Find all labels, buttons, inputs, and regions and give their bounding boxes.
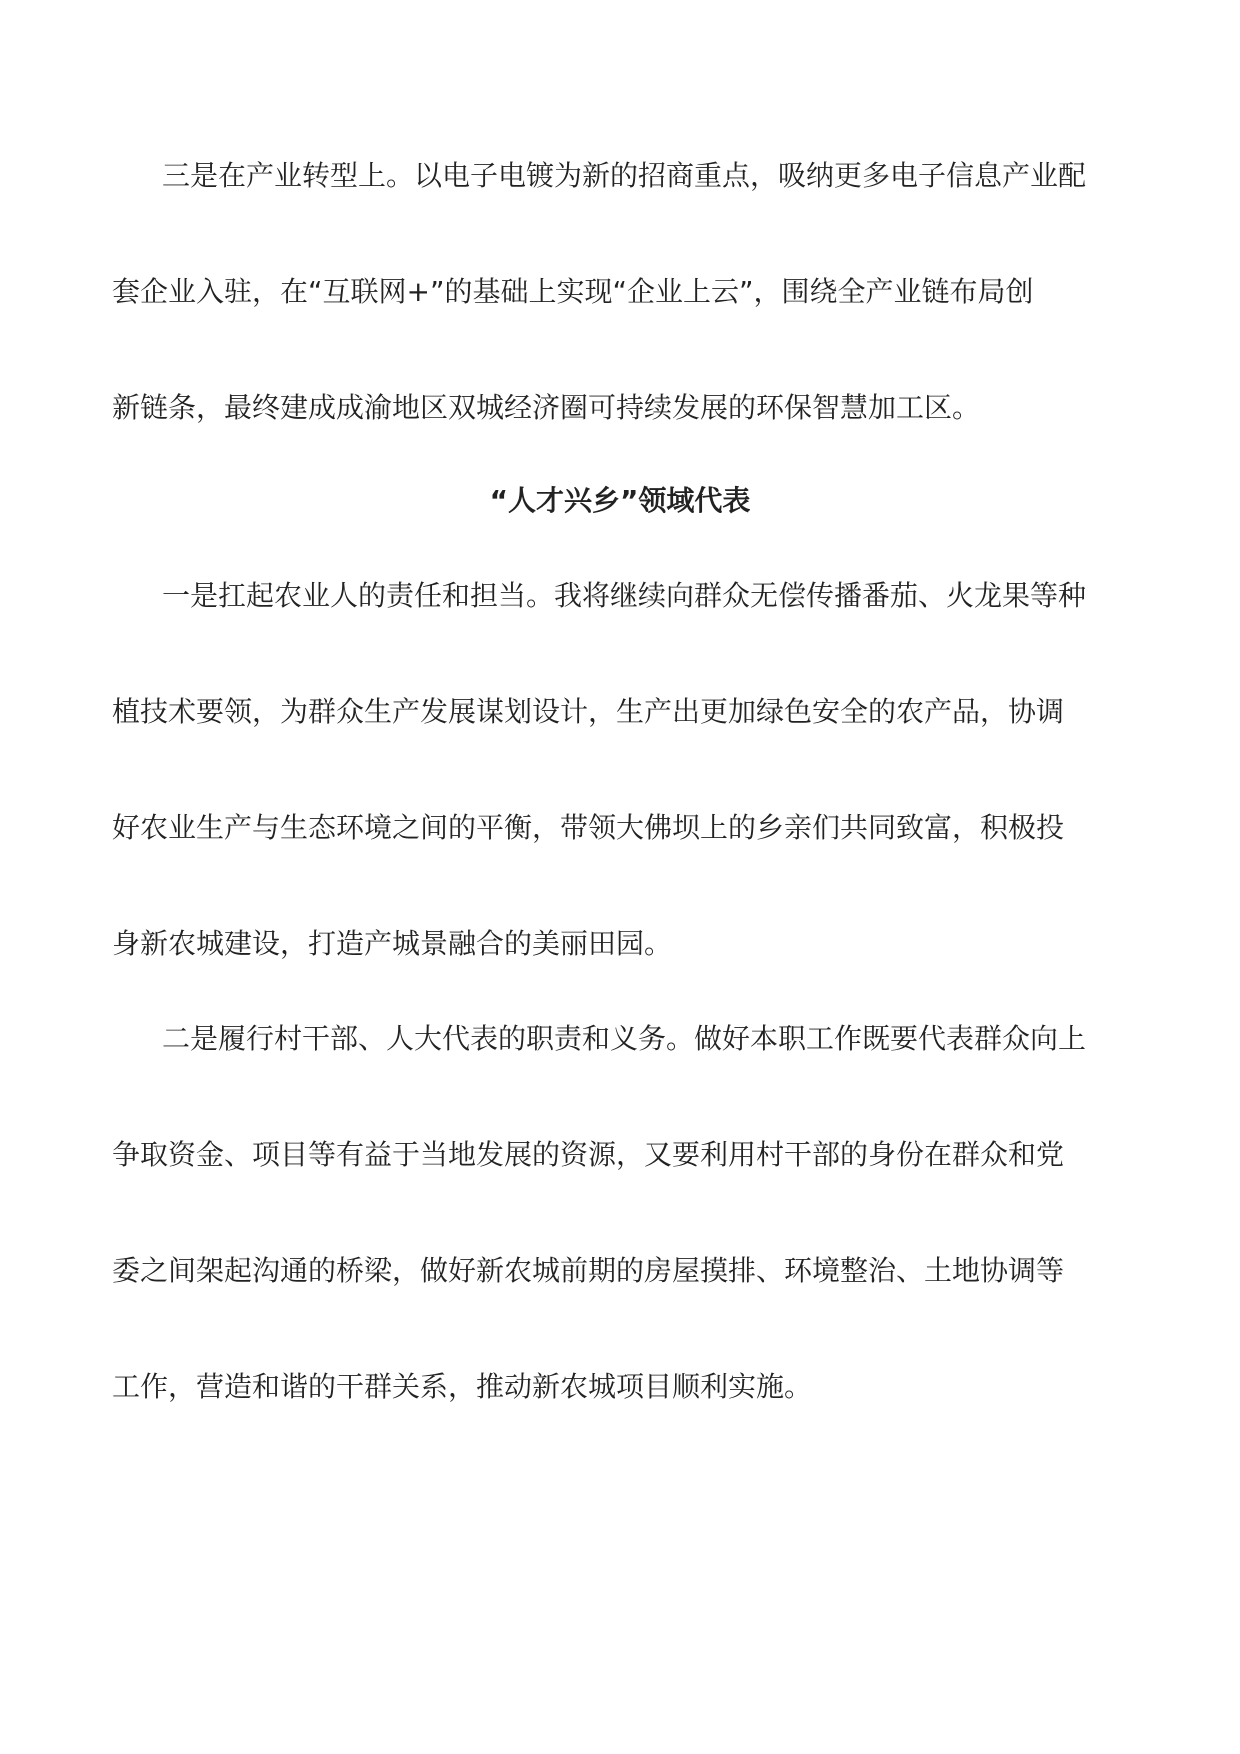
paragraph-2-line-3: 好农业生产与生态环境之间的平衡，带领大佛坝上的乡亲们共同致富，积极投 xyxy=(112,811,1065,844)
section-heading: “人才兴乡”领域代表 xyxy=(489,484,751,517)
paragraph-1-line-2: 套企业入驻，在“互联网+”的基础上实现“企业上云”，围绕全产业链布局创 xyxy=(112,275,1034,308)
paragraph-3-line-4: 工作，营造和谐的干群关系，推动新农城项目顺利实施。 xyxy=(112,1370,813,1403)
paragraph-3-line-1: 二是履行村干部、人大代表的职责和义务。做好本职工作既要代表群众向上 xyxy=(162,1022,1087,1055)
paragraph-1-line-1: 三是在产业转型上。以电子电镀为新的招商重点，吸纳更多电子信息产业配 xyxy=(162,159,1087,192)
paragraph-2-line-1: 一是扛起农业人的责任和担当。我将继续向群众无偿传播番茄、火龙果等种 xyxy=(162,579,1087,612)
paragraph-3-line-2: 争取资金、项目等有益于当地发展的资源，又要利用村干部的身份在群众和党 xyxy=(112,1138,1065,1171)
paragraph-2-line-4: 身新农城建设，打造产城景融合的美丽田园。 xyxy=(112,927,673,960)
paragraph-1-line-3: 新链条，最终建成成渝地区双城经济圈可持续发展的环保智慧加工区。 xyxy=(112,391,981,424)
paragraph-2-line-2: 植技术要领，为群众生产发展谋划设计，生产出更加绿色安全的农产品，协调 xyxy=(112,695,1065,728)
paragraph-3-line-3: 委之间架起沟通的桥梁，做好新农城前期的房屋摸排、环境整治、土地协调等 xyxy=(112,1254,1065,1287)
